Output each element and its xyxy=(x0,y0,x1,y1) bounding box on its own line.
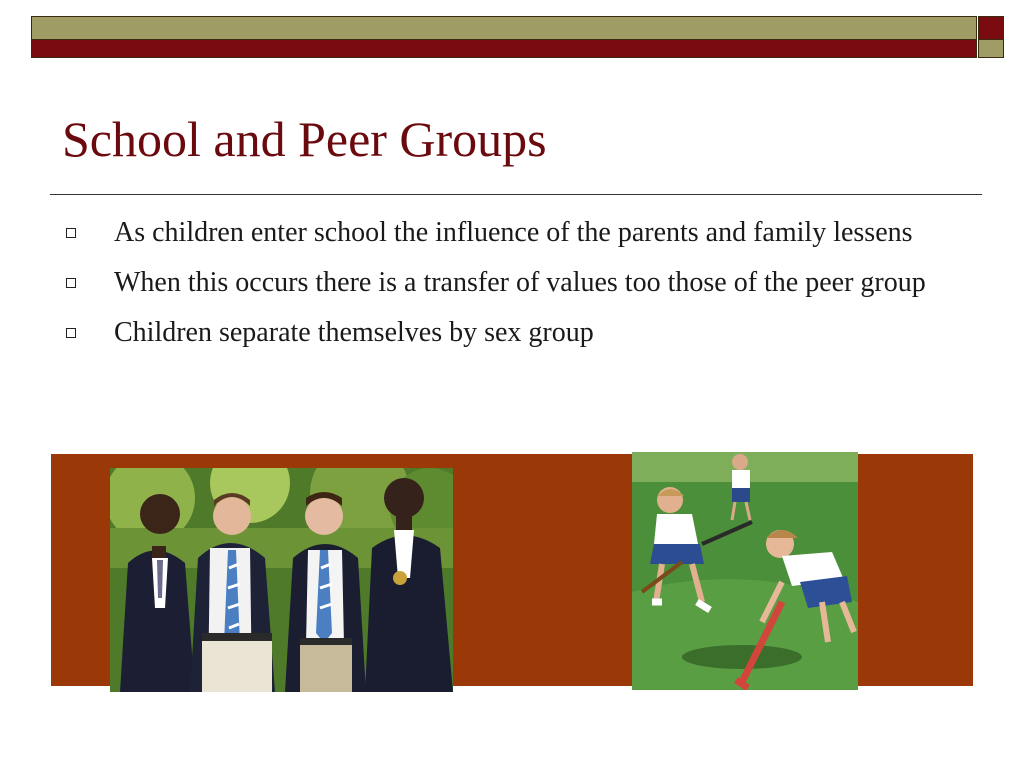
bullet-item xyxy=(62,313,962,353)
bullet-text: When this occurs there is a transfer of values too those of the peer group xyxy=(114,267,926,298)
field-hockey-photo xyxy=(632,452,858,690)
bullet-list xyxy=(62,213,962,363)
hollow-square-bullet-icon xyxy=(66,328,76,338)
hollow-square-bullet-icon xyxy=(66,228,76,238)
bullet-text: As children enter school the influence of the parents and family lessens xyxy=(114,217,913,248)
bullet-item xyxy=(62,263,962,303)
header-decoration xyxy=(31,16,1004,58)
header-bar-maroon xyxy=(31,40,977,58)
header-bar-olive xyxy=(31,16,977,40)
header-corner-maroon xyxy=(978,16,1004,40)
title-divider xyxy=(50,194,982,195)
boys-uniform-photo xyxy=(110,468,453,692)
header-corner-olive xyxy=(978,40,1004,58)
bullet-text: Children separate themselves by sex group xyxy=(114,317,594,348)
slide-title: School and Peer Groups xyxy=(62,111,547,167)
bullet-item xyxy=(62,213,962,253)
hollow-square-bullet-icon xyxy=(66,278,76,288)
